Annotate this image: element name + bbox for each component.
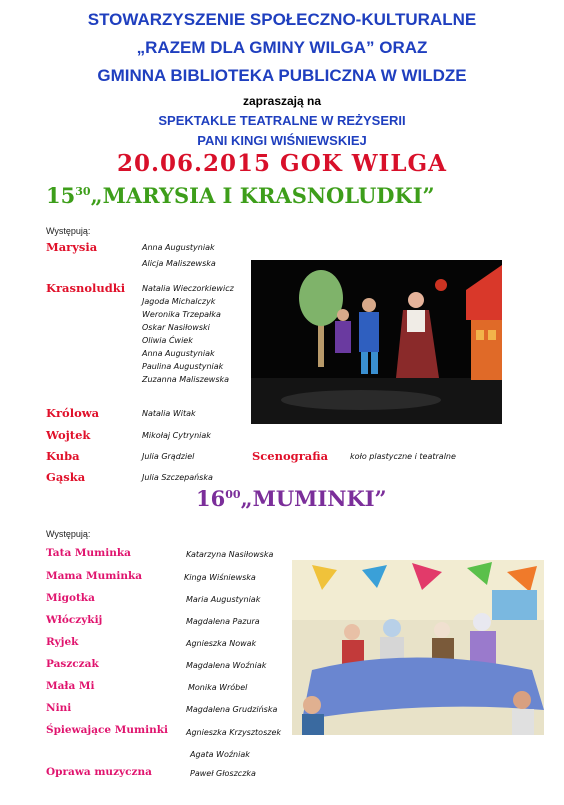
actor-wojtek: Mikołaj Cytryniak <box>142 431 211 440</box>
show1-time-minutes: 30 <box>75 185 91 198</box>
actor-krasnoludki-8: Zuzanna Maliszewska <box>142 375 230 384</box>
show1-title <box>46 183 435 208</box>
show2-time-minutes: 00 <box>225 488 241 501</box>
show2-title <box>196 486 387 511</box>
show1-time: 15 <box>46 183 76 208</box>
actor-kuba: Julia Grądziel <box>142 452 195 461</box>
role-krasnoludki: Krasnoludki <box>46 281 126 295</box>
show2-classroom-photo <box>292 560 544 735</box>
subtitle-line1: SPEKTAKLE TEATRALNE W REŻYSERII <box>158 113 406 128</box>
role-oprawa-muzyczna: Oprawa muzyczna <box>46 766 152 778</box>
actor-gaska: Julia Szczepańska <box>142 473 213 482</box>
invite-text: zapraszają na <box>242 94 322 108</box>
role-kuba: Kuba <box>46 449 80 463</box>
role-scenografia: Scenografia <box>252 449 329 463</box>
actor-krasnoludki-2: Jagoda Michalczyk <box>142 297 216 306</box>
actor-krasnoludki-3: Weronika Trzepałka <box>142 310 221 319</box>
role-krolowa: Królowa <box>46 406 100 420</box>
show2-name: „MUMINKI” <box>240 486 387 511</box>
actor-paszczak: Magdalena Woźniak <box>186 661 267 670</box>
show2-cast-label: Występują: <box>46 529 91 539</box>
actor-krasnoludki-6: Anna Augustyniak <box>142 349 215 358</box>
actor-mama-muminka: Kinga Wiśniewska <box>184 573 256 582</box>
event-date-place: 20.06.2015 GOK WILGA <box>117 150 447 177</box>
krasnoludki-actors-list <box>142 282 234 386</box>
role-migotka: Migotka <box>46 592 95 604</box>
actor-krasnoludki-1: Natalia Wieczorkiewicz <box>142 284 234 293</box>
org-name-line2: „RAZEM DLA GMINY WILGA” ORAZ <box>136 38 428 57</box>
show1-stage-photo <box>251 260 502 424</box>
actor-tata-muminka: Katarzyna Nasiłowska <box>186 550 274 559</box>
actor-krasnoludki-4: Oskar Nasiłowski <box>142 323 210 332</box>
classroom-photo-graphic <box>292 560 544 735</box>
role-marysia: Marysia <box>46 240 98 254</box>
show2-time: 16 <box>196 486 226 511</box>
actor-krolowa: Natalia Witak <box>142 409 196 418</box>
role-mala-mi: Mała Mi <box>46 680 95 692</box>
show1-name: „MARYSIA I KRASNOLUDKI” <box>90 183 435 208</box>
actor-mala-mi: Monika Wróbel <box>188 683 248 692</box>
role-spiewajace-muminki: Śpiewające Muminki <box>46 724 169 736</box>
org-name-line3: GMINNA BIBLIOTEKA PUBLICZNA W WILDZE <box>97 66 467 85</box>
role-ryjek: Ryjek <box>46 636 79 648</box>
stage-photo-graphic <box>251 260 502 424</box>
actor-krasnoludki-5: Oliwia Ćwiek <box>142 336 193 345</box>
role-wojtek: Wojtek <box>46 428 91 442</box>
show1-cast-label: Występują: <box>46 226 91 236</box>
actor-migotka: Maria Augustyniak <box>186 595 261 604</box>
actor-oprawa-muzyczna: Paweł Głoszczka <box>190 769 256 778</box>
role-mama-muminka: Mama Muminka <box>46 570 143 582</box>
role-gaska: Gąska <box>46 470 86 484</box>
actor-marysia-1: Anna Augustyniak <box>142 243 215 252</box>
subtitle-line2: PANI KINGI WIŚNIEWSKIEJ <box>197 133 367 148</box>
actor-krasnoludki-7: Paulina Augustyniak <box>142 362 224 371</box>
actor-nini: Magdalena Grudzińska <box>186 705 278 714</box>
role-wloczykij: Włóczykij <box>46 614 103 626</box>
actor-spiewajace-muminki-2: Agata Woźniak <box>190 750 250 759</box>
role-nini: Nini <box>46 702 72 714</box>
actor-wloczykij: Magdalena Pazura <box>186 617 260 626</box>
scenografia-value: koło plastyczne i teatralne <box>350 452 456 461</box>
role-tata-muminka: Tata Muminka <box>46 547 131 559</box>
actor-ryjek: Agnieszka Nowak <box>186 639 257 648</box>
actor-marysia-2: Alicja Maliszewska <box>142 259 216 268</box>
org-name-line1: STOWARZYSZENIE SPOŁECZNO-KULTURALNE <box>87 10 477 29</box>
actor-spiewajace-muminki-1: Agnieszka Krzysztoszek <box>186 728 281 737</box>
role-paszczak: Paszczak <box>46 658 99 670</box>
